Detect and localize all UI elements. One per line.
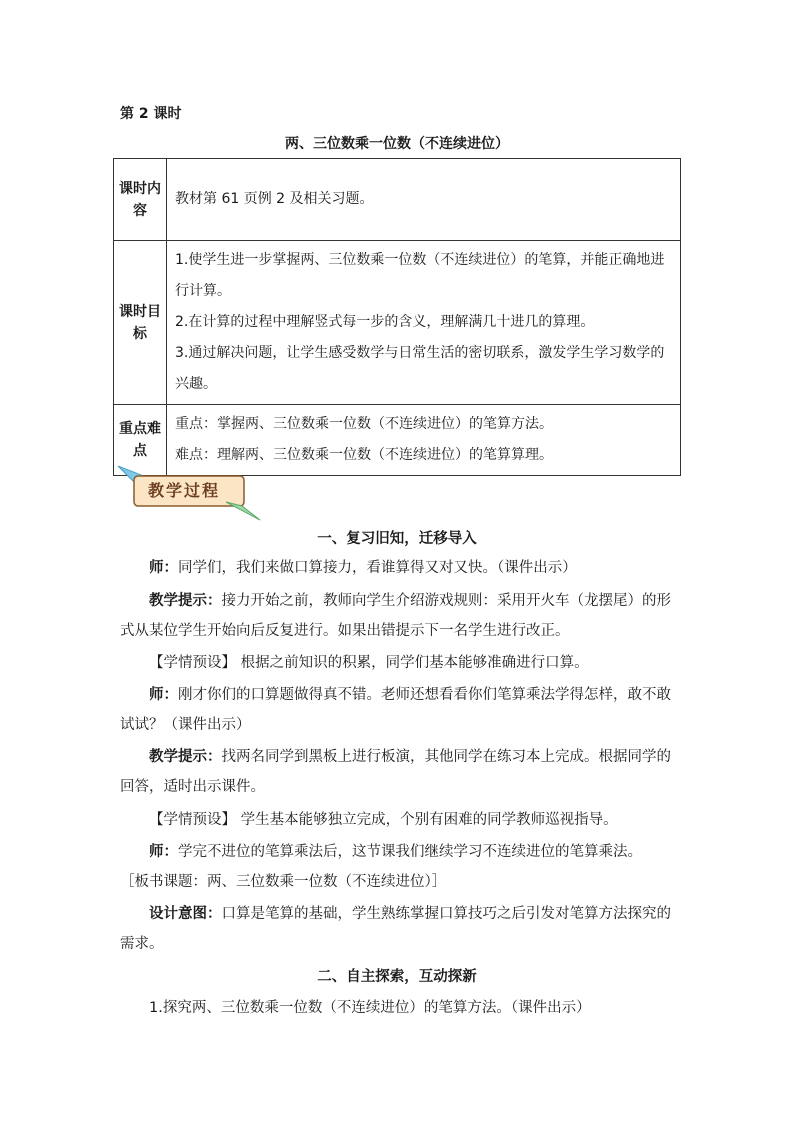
lesson-title: 两、三位数乘一位数（不连续进位） — [285, 136, 509, 152]
goal-item: 2.在计算的过程中理解竖式每一步的含义，理解满几十进几的算理。 — [175, 314, 595, 330]
content-header: 课时内容 — [114, 159, 167, 241]
paragraph: 教学提示：找两名同学到黑板上进行板演，其他同学在练习本上完成。根据同学的回答，适时出示课件。 — [120, 749, 671, 795]
board-title: ［板书课题：两、三位数乘一位数（不连续进位）］ — [120, 874, 447, 890]
paragraph: 1.探究两、三位数乘一位数（不连续进位）的笔算方法。（课件出示） — [149, 1000, 591, 1016]
goals-cell — [167, 241, 681, 405]
lesson-plan-table — [113, 158, 681, 476]
goals-header: 课时目标 — [114, 241, 167, 405]
section-heading: 二、自主探索，互动探新 — [317, 969, 477, 985]
paragraph: 教学提示：接力开始之前，教师向学生介绍游戏规则：采用开火车（龙摆尾）的形式从某位学生开始向后反复进行。如果出错提示下一名学生进行改正。 — [120, 593, 671, 639]
paragraph: 【学情预设】 根据之前知识的积累，同学们基本能够准确进行口算。 — [149, 655, 589, 671]
paragraph: 师：学完不进位的笔算乘法后，这节课我们继续学习不连续进位的笔算乘法。 — [149, 844, 642, 860]
paragraph: 【学情预设】 学生基本能够独立完成，个别有困难的同学教师巡视指导。 — [149, 812, 618, 828]
lesson-label: 第 2 课时 — [120, 106, 182, 122]
content-cell: 教材第 61 页例 2 及相关习题。 — [167, 159, 681, 241]
design-intent: 设计意图：口算是笔算的基础，学生熟练掌握口算技巧之后引发对笔算方法探究的需求。 — [120, 906, 671, 952]
key-header: 重点难点 — [114, 405, 167, 476]
goal-item: 3.通过解决问题，让学生感受数学与日常生活的密切联系，激发学生学习数学的兴趣。 — [175, 345, 665, 392]
table-row — [114, 159, 681, 241]
badge-label: 教学过程 — [148, 481, 221, 500]
key-point: 重点：掌握两、三位数乘一位数（不连续进位）的笔算方法。 — [175, 416, 553, 432]
table-row — [114, 241, 681, 405]
goal-item: 1.使学生进一步掌握两、三位数乘一位数（不连续进位）的笔算，并能正确地进行计算。 — [175, 252, 665, 299]
paragraph: 师：刚才你们的口算题做得真不错。老师还想看看你们笔算乘法学得怎样，敢不敢试试？（课件出示） — [120, 687, 671, 733]
key-point: 难点：理解两、三位数乘一位数（不连续进位）的笔算算理。 — [175, 447, 553, 463]
paragraph: 师：同学们，我们来做口算接力，看谁算得又对又快。（课件出示） — [149, 560, 577, 576]
section-heading: 一、复习旧知，迁移导入 — [317, 531, 477, 547]
